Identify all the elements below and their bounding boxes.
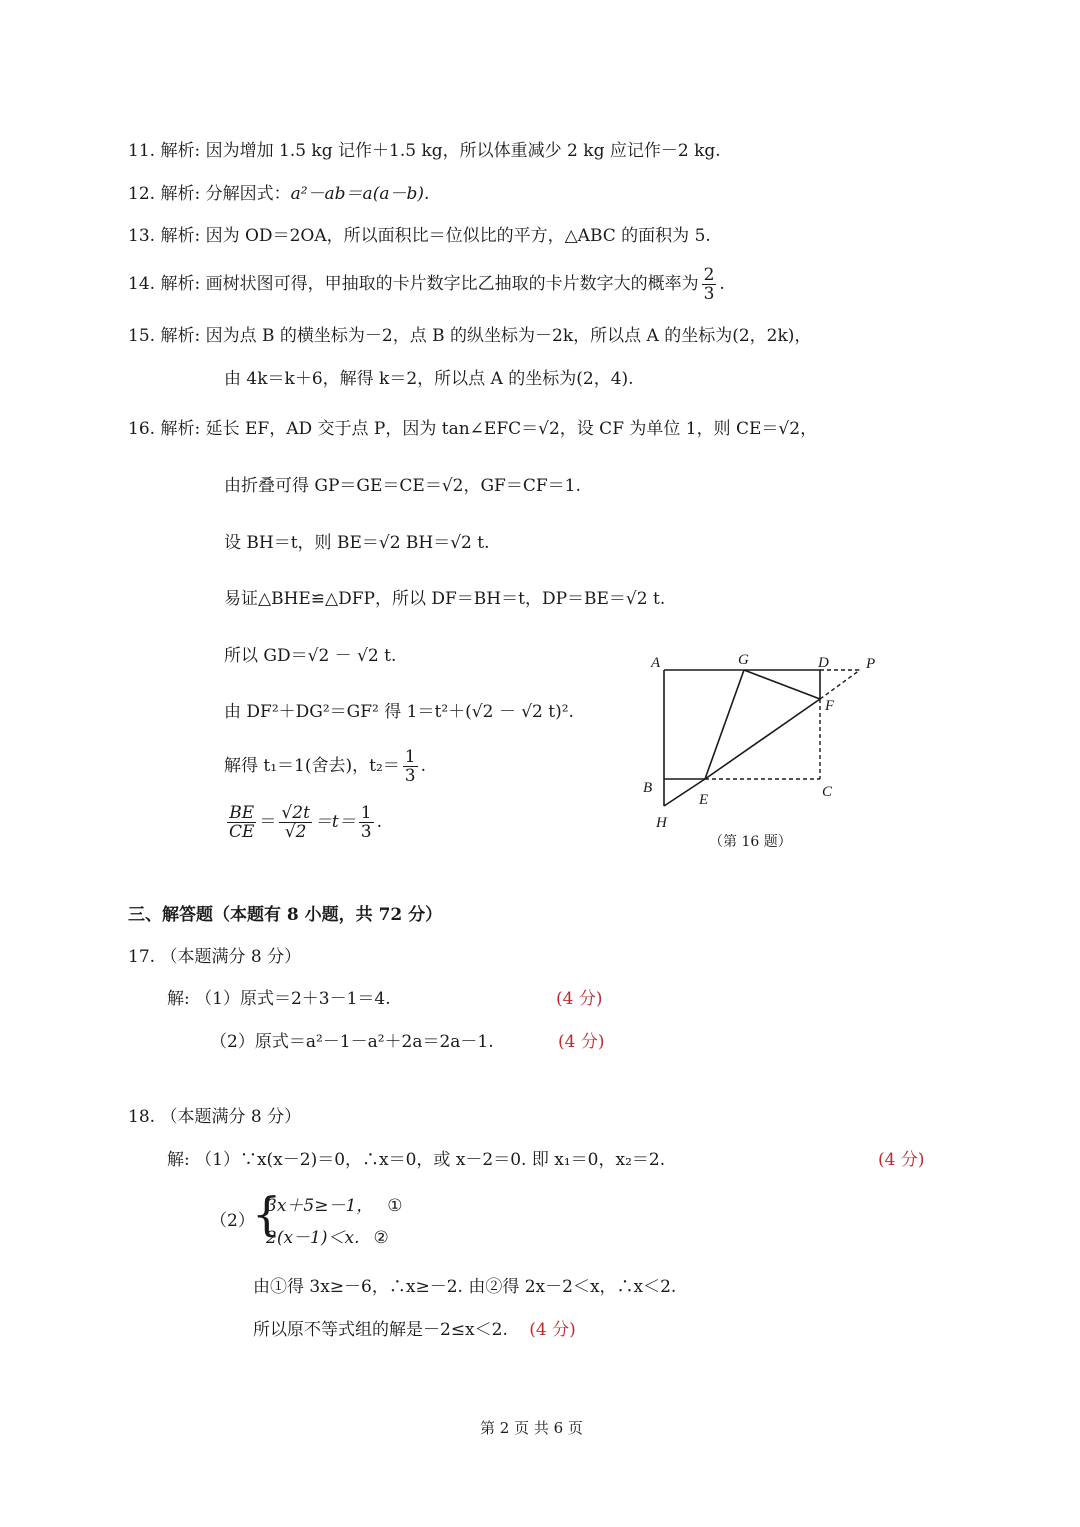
q17-header <box>128 944 301 970</box>
q16-root-fraction: $\frac{√2t}{√2}$ <box>281 803 310 842</box>
q14-number: 14. <box>128 274 156 294</box>
q17-number: 17. <box>128 947 156 967</box>
q16-line1 <box>128 416 817 442</box>
page-footer: 第 2 页 共 6 页 <box>480 1419 583 1437</box>
label-P: P <box>866 656 876 672</box>
q18-number: 18. <box>128 1107 156 1127</box>
q18-system-eq1: 3x＋5≥－1， ① <box>266 1196 403 1216</box>
system-brace: { <box>252 1187 282 1241</box>
label-B: B <box>643 780 653 796</box>
q18-part2-label: （2） <box>210 1211 255 1231</box>
figure-caption: （第 16 题） <box>709 834 792 850</box>
q16-line4: 易证△BHE≌△DFP，所以 DF＝BH＝t，DP＝BE＝√2 t. <box>224 589 666 609</box>
q17-part2-score: (4 分) <box>558 1032 605 1052</box>
mark-circle-2: ② <box>373 1228 389 1248</box>
q12 <box>128 181 429 207</box>
q15-line2: 由 4k＝k＋6，解得 k＝2，所以点 A 的坐标为(2，4). <box>224 369 634 389</box>
q16-line3: 设 BH＝t，则 BE＝√2 BH＝√2 t. <box>224 533 490 553</box>
q16-ratio-fraction: $\frac{BE}{CE}$ <box>229 803 255 842</box>
q18-header <box>128 1104 301 1130</box>
label-H: H <box>656 815 667 831</box>
q18-line4-score: (4 分) <box>529 1320 576 1340</box>
q18-note: （本题满分 8 分） <box>160 1107 302 1127</box>
q18-part1-text: （1）∵x(x－2)＝0，∴x＝0，或 x－2＝0. 即 x₁＝0，x₂＝2. <box>195 1150 666 1170</box>
label-G: G <box>738 652 749 668</box>
q17-part1-text: （1）原式＝2＋3－1＝4. <box>195 989 391 1009</box>
q17-solution-label: 解: <box>167 989 190 1009</box>
q12-pre: 分解因式： <box>205 184 291 204</box>
q11-label: 解析: <box>160 141 201 161</box>
q11-text: 因为增加 1.5 kg 记作＋1.5 kg，所以体重减少 2 kg 应记作－2 kg. <box>205 141 721 161</box>
q12-math: a²－ab＝a(a－b). <box>290 184 430 204</box>
q17-part1-score: (4 分) <box>556 989 603 1009</box>
q16-line7-fraction: $\frac{1}{3}$ <box>404 747 416 786</box>
q15-line1 <box>128 323 811 349</box>
q16-number: 16. <box>128 419 156 439</box>
q16-line2: 由折叠可得 GP＝GE＝CE＝√2，GF＝CF＝1. <box>224 476 581 496</box>
q15-label: 解析: <box>160 326 201 346</box>
q13-number: 13. <box>128 226 156 246</box>
section-3-title: 三、解答题（本题有 8 小题，共 72 分） <box>128 905 443 925</box>
q17-part1 <box>167 986 391 1012</box>
q18-line4: 所以原不等式组的解是－2≤x＜2. (4 分) <box>253 1320 576 1340</box>
q13-label: 解析: <box>160 226 201 246</box>
q14-text: 画树状图可得，甲抽取的卡片数字比乙抽取的卡片数字大的概率为 <box>205 274 699 294</box>
q14-fraction: $\frac{2}{3}$ <box>703 265 715 304</box>
q16-result-fraction: $\frac{1}{3}$ <box>360 803 372 842</box>
q17-part2: （2）原式＝a²－1－a²＋2a＝2a－1. <box>210 1032 494 1052</box>
q15-number: 15. <box>128 326 156 346</box>
q16-line6: 由 DF²＋DG²＝GF² 得 1＝t²＋(√2 － √2 t)². <box>224 702 574 722</box>
q18-system-eq2: 2(x－1)＜x. ② <box>266 1228 389 1248</box>
label-A: A <box>651 655 661 671</box>
q11 <box>128 138 721 164</box>
label-C: C <box>822 784 833 800</box>
q16-text-1: 延长 EF，AD 交于点 P，因为 tan∠EFC＝√2，设 CF 为单位 1，则 CE＝√2， <box>205 419 818 439</box>
q16-line8: $\frac{BE}{CE}$ ＝ $\frac{√2t}{√2}$ ＝t＝ $\frac{1}{3}$ . <box>229 803 382 842</box>
q13-text: 因为 OD＝2OA，所以面积比＝位似比的平方，△ABC 的面积为 5. <box>205 226 711 246</box>
q11-number: 11. <box>128 141 156 161</box>
q17-note: （本题满分 8 分） <box>160 947 302 967</box>
q14: 14. 解析: 画树状图可得，甲抽取的卡片数字比乙抽取的卡片数字大的概率为 $\frac{2}{3}$ . <box>128 265 725 304</box>
q15-text-1: 因为点 B 的横坐标为－2，点 B 的纵坐标为－2k，所以点 A 的坐标为(2，2k)， <box>205 326 812 346</box>
q16-line5: 所以 GD＝√2 － √2 t. <box>224 646 397 666</box>
label-F: F <box>825 698 835 714</box>
q18-part1 <box>167 1147 665 1173</box>
q16-figure <box>630 648 890 858</box>
label-E: E <box>699 792 709 808</box>
q16-line7: 解得 t₁＝1(舍去)，t₂＝ $\frac{1}{3}$ . <box>224 747 427 786</box>
mark-circle-1: ① <box>387 1196 403 1216</box>
q14-label: 解析: <box>160 274 201 294</box>
q12-label: 解析: <box>160 184 201 204</box>
q13 <box>128 223 711 249</box>
q12-number: 12. <box>128 184 156 204</box>
q18-part1-score: (4 分) <box>878 1150 925 1170</box>
q18-solution-label: 解: <box>167 1150 190 1170</box>
q18-line3: 由①得 3x≥－6，∴x≥－2. 由②得 2x－2＜x，∴x＜2. <box>253 1277 677 1297</box>
q16-label: 解析: <box>160 419 201 439</box>
label-D: D <box>818 655 829 671</box>
